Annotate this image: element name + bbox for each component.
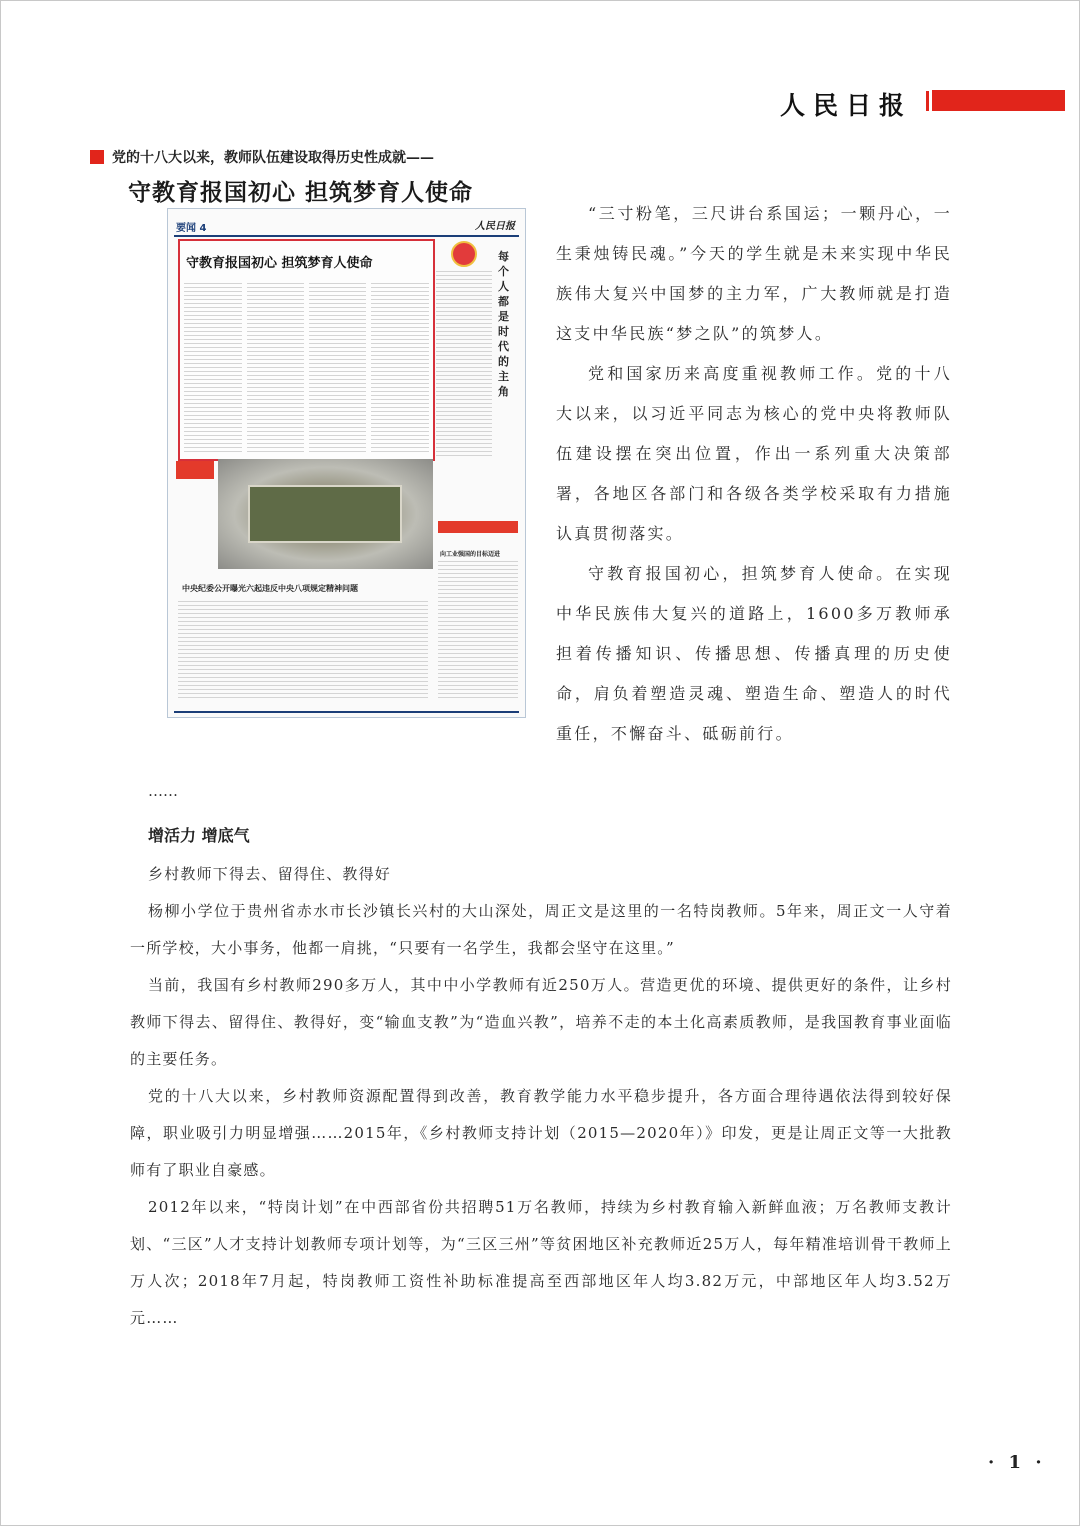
clip-column-gap [242,283,247,453]
right-paragraph: 党和国家历来高度重视教师工作。党的十八大以来，以习近平同志为核心的党中央将教师队伍建设摆在突出位置，作出一系列重大决策部署，各地区各部门和各级各类学校采取有力措施认真贯彻落实。 [556,364,952,543]
clip-red-tag [438,521,518,533]
body-text [130,856,952,1337]
body-paragraph: 杨柳小学位于贵州省赤水市长沙镇长兴村的大山深处，周正文是这里的一名特岗教师。5年来，周正文一人守着一所学校，大小事务，他都一肩挑，“只要有一名学生，我都会坚守在这里。” [130,902,952,957]
body-paragraph: 党的十八大以来，乡村教师资源配置得到改善，教育教学能力水平稳步提升，各方面合理待遇依法得到较好保障，职业吸引力明显增强……2015年，《乡村教师支持计划（2015—2020年）》印发，更是让周正文等一大批教师有了职业自豪感。 [130,1087,952,1179]
clip-photo [218,459,433,569]
page-number: · 1 · [988,1452,1046,1473]
clip-badge-icon [451,241,477,267]
clip-footer-rule [174,711,519,713]
right-paragraph: “三寸粉笔，三尺讲台系国运；一颗丹心，一生秉烛铸民魂。”今天的学生就是未来实现中华民族伟大复兴中国梦的主力军，广大教师就是打造这支中华民族“梦之队”的筑梦人。 [556,204,952,343]
masthead-tick [926,91,929,111]
clip-header [174,215,519,237]
right-paragraph: 守教育报国初心，担筑梦育人使命。在实现中华民族伟大复兴的道路上，1600多万教师承担着传播知识、传播思想、传播真理的历史使命，肩负着塑造灵魂、塑造生命、塑造人的时代重任，不懈奋斗、砥砺前行。 [556,564,952,743]
section-subhead: 增活力 增底气 [148,826,250,845]
newspaper-clipping [167,208,526,718]
masthead-red-bar [932,90,1065,111]
clip-vertical-title: 每个人都是时代的主角 [498,250,509,398]
clip-lower-right-text [438,561,518,701]
ellipsis: …… [148,782,178,800]
headline: 守教育报国初心 担筑梦育人使命 [128,179,474,206]
clip-section: 要闻 4 [176,223,207,234]
clip-box-title: 守教育报国初心 担筑梦育人使命 [186,256,373,271]
clip-highlight-box [178,239,435,461]
clip-photo-center [248,485,402,543]
clip-right-title: 向工业强国的目标迈进 [440,551,501,558]
body-paragraph: 乡村教师下得去、留得住、教得好 [148,865,392,883]
clip-column-gap [304,283,309,453]
body-paragraph: 2012年以来，“特岗计划”在中西部省份共招聘51万名教师，持续为乡村教育输入新鲜血液；万名教师支教计划、“三区”人才支持计划教师专项计划等，为“三区三州”等贫困地区补充教师近25万人，每年精准培训骨干教师上万人次；2018年7月起，特岗教师工资性补助标准提高至西部地区年人均3.82万元，中部地区年人均3.52万元…… [130,1198,952,1327]
clip-side-text [436,271,492,456]
body-paragraph: 当前，我国有乡村教师290多万人，其中中小学教师有近250万人。营造更优的环境、提供更好的条件，让乡村教师下得去、留得住、教得好，变“输血支教”为“造血兴教”，培养不走的本土化高素质教师，是我国教育事业面临的主要任务。 [130,976,952,1068]
clip-lower-text [178,601,428,701]
right-column [556,194,952,754]
masthead: 人民日报 [780,91,913,120]
red-square-icon [90,150,104,164]
clip-logo: 人民日报 [475,221,515,232]
kicker-text: 党的十八大以来，教师队伍建设取得历史性成就—— [112,150,434,166]
clip-red-tag [176,461,214,479]
clip-column-gap [366,283,371,453]
kicker [90,147,434,167]
clip-lower-title: 中央纪委公开曝光六起违反中央八项规定精神问题 [182,584,358,593]
